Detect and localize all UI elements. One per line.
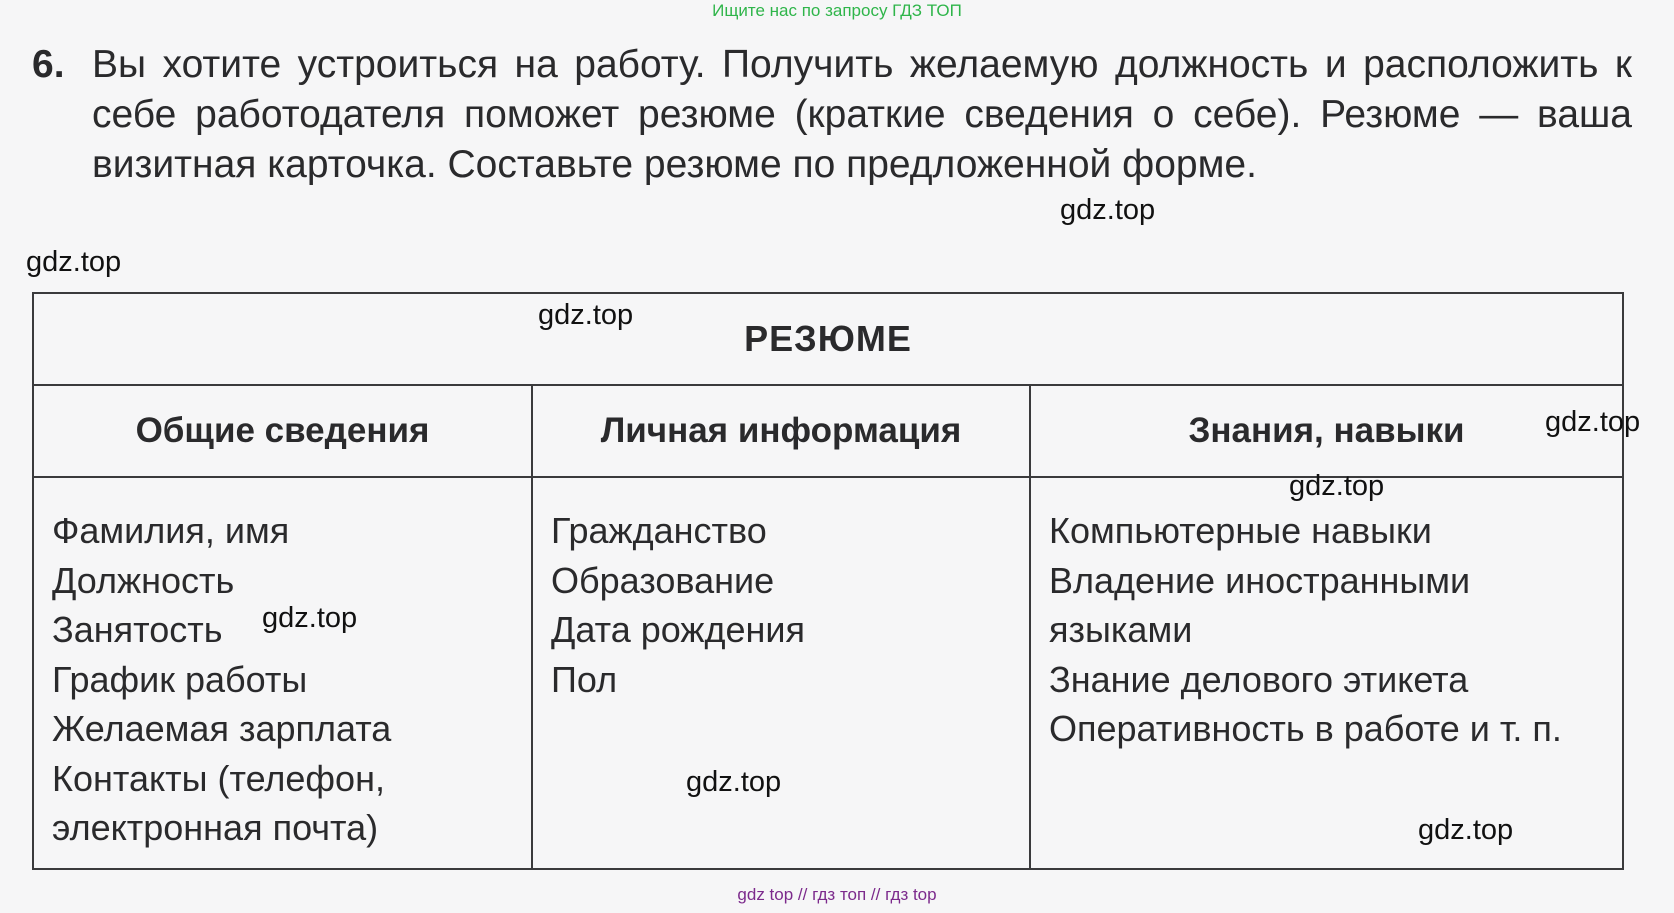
list-item: График работы xyxy=(52,658,308,700)
list-item: Оперативность в работе и т. п. xyxy=(1049,708,1562,749)
list-item: Должность xyxy=(52,559,235,601)
list-item: Пол xyxy=(551,658,618,700)
column-header: Знания, навыки xyxy=(1031,386,1622,478)
watermark: gdz.top xyxy=(1418,814,1514,846)
list-item: Занятость xyxy=(52,609,223,650)
table-title: РЕЗЮМЕ xyxy=(34,294,1622,386)
list-item: Образование xyxy=(551,559,775,601)
column-items xyxy=(34,478,531,853)
column-skills xyxy=(1029,386,1622,870)
watermark: gdz.top xyxy=(538,299,634,331)
task-text: Вы хотите устроиться на работу. Получить желаемую должность и расположить к себе работодателя поможет резюме (краткие сведения о себе). Резюме — ваша визитная карточка. Составьте резюме по предложенной форме. xyxy=(92,43,1632,186)
list-item: Владение иностранными языками xyxy=(1049,559,1471,650)
list-item: Компьютерные навыки xyxy=(1049,510,1432,551)
resume-table xyxy=(32,292,1624,870)
list-item: Знание делового этикета xyxy=(1049,658,1469,700)
watermark: gdz.top xyxy=(1289,470,1385,502)
list-item: Фамилия, имя xyxy=(52,510,290,551)
list-item: Контакты (телефон, электронная почта) xyxy=(52,757,385,848)
column-items xyxy=(533,478,1029,704)
watermark: gdz.top xyxy=(1060,194,1156,226)
top-banner: Ищите нас по запросу ГДЗ ТОП xyxy=(712,1,962,20)
column-items xyxy=(1031,478,1622,754)
watermark: gdz.top xyxy=(262,602,358,634)
list-item: Желаемая зарплата xyxy=(52,708,392,749)
column-header: Общие сведения xyxy=(34,386,531,478)
bottom-banner: gdz top // гдз топ // гдз top xyxy=(737,885,937,904)
watermark: gdz.top xyxy=(1545,406,1641,438)
task-number: 6. xyxy=(32,43,65,86)
list-item: Гражданство xyxy=(551,510,767,551)
column-header: Личная информация xyxy=(533,386,1029,478)
watermark: gdz.top xyxy=(26,246,122,278)
watermark: gdz.top xyxy=(686,766,782,798)
list-item: Дата рождения xyxy=(551,609,805,650)
